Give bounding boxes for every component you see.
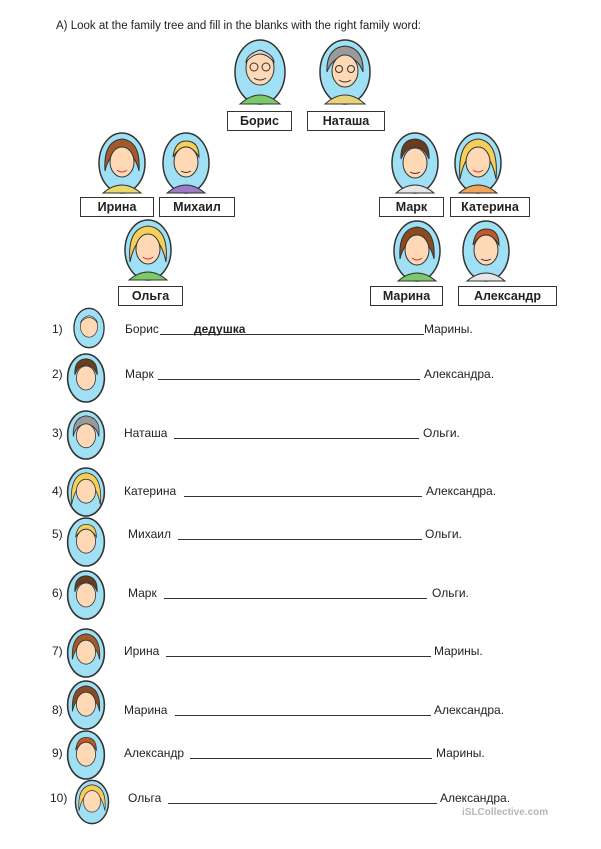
exercise-name: Марк [125, 367, 154, 381]
exercise-tail: Марины. [436, 746, 485, 760]
olga-portrait-icon [123, 218, 173, 282]
katerina-portrait-icon [453, 131, 503, 195]
exercise-number: 8) [52, 703, 63, 717]
exercise-tail: Марины. [424, 322, 473, 336]
answer-blank[interactable] [190, 758, 432, 759]
exercise-number: 6) [52, 586, 63, 600]
marina-thumb-icon [66, 679, 106, 731]
exercise-number: 7) [52, 644, 63, 658]
boris-portrait-icon [233, 38, 287, 106]
exercise-tail: Александра. [440, 791, 511, 805]
exercise-name: Марк [128, 586, 157, 600]
katerina-name-label: Катерина [450, 197, 530, 217]
aleksandr-portrait-icon [461, 219, 511, 283]
irina-thumb-icon [66, 627, 106, 679]
mikhail-name-label: Михаил [159, 197, 235, 217]
mark-thumb-icon [66, 569, 106, 621]
marina-portrait-icon [392, 219, 442, 283]
natasha-name-label: Наташа [307, 111, 385, 131]
answer-blank[interactable] [174, 438, 419, 439]
answer-blank[interactable] [184, 496, 422, 497]
irina-name-label: Ирина [80, 197, 154, 217]
olga-name-label: Ольга [118, 286, 183, 306]
marina-name-label: Марина [370, 286, 443, 306]
exercise-name: Марина [124, 703, 168, 717]
exercise-tail: Ольги. [425, 527, 462, 541]
answer-blank[interactable] [168, 803, 437, 804]
exercise-name: Катерина [124, 484, 177, 498]
mark-thumb-icon [66, 352, 106, 404]
aleksandr-thumb-icon [66, 729, 106, 781]
answer-blank[interactable] [166, 656, 431, 657]
exercise-tail: Александра. [426, 484, 497, 498]
mikhail-thumb-icon [66, 516, 106, 568]
exercise-tail: Марины. [434, 644, 483, 658]
irina-portrait-icon [97, 131, 147, 195]
exercise-name: Ольга [128, 791, 162, 805]
exercise-name: Борис [125, 322, 159, 336]
exercise-number: 2) [52, 367, 63, 381]
exercise-number: 3) [52, 426, 63, 440]
answer-blank[interactable] [178, 539, 422, 540]
olga-thumb-icon [74, 778, 110, 826]
natasha-portrait-icon [318, 38, 372, 106]
exercise-tail: Ольги. [432, 586, 469, 600]
answer-blank[interactable] [158, 379, 420, 380]
exercise-name: Ирина [124, 644, 160, 658]
boris-name-label: Борис [227, 111, 292, 131]
exercise-name: Александр [124, 746, 185, 760]
answer-text: дедушка [194, 322, 246, 336]
katerina-thumb-icon [66, 466, 106, 518]
exercise-tail: Александра. [424, 367, 495, 381]
instruction-text: A) Look at the family tree and fill in the blanks with the right family word: [56, 20, 421, 32]
exercise-number: 1) [52, 322, 63, 336]
mark-name-label: Марк [379, 197, 444, 217]
aleksandr-name-label: Александр [458, 286, 557, 306]
exercise-tail: Александра. [434, 703, 505, 717]
exercise-number: 5) [52, 527, 63, 541]
boris-thumb-icon [72, 307, 106, 349]
natasha-thumb-icon [66, 409, 106, 461]
exercise-name: Наташа [124, 426, 168, 440]
answer-blank[interactable] [175, 715, 431, 716]
mark-portrait-icon [390, 131, 440, 195]
watermark-text: iSLCollective.com [462, 807, 549, 818]
exercise-number: 9) [52, 746, 63, 760]
exercise-number: 10) [50, 791, 68, 805]
exercise-number: 4) [52, 484, 63, 498]
exercise-name: Михаил [128, 527, 171, 541]
exercise-tail: Ольги. [423, 426, 460, 440]
mikhail-portrait-icon [161, 131, 211, 195]
answer-blank[interactable] [164, 598, 427, 599]
